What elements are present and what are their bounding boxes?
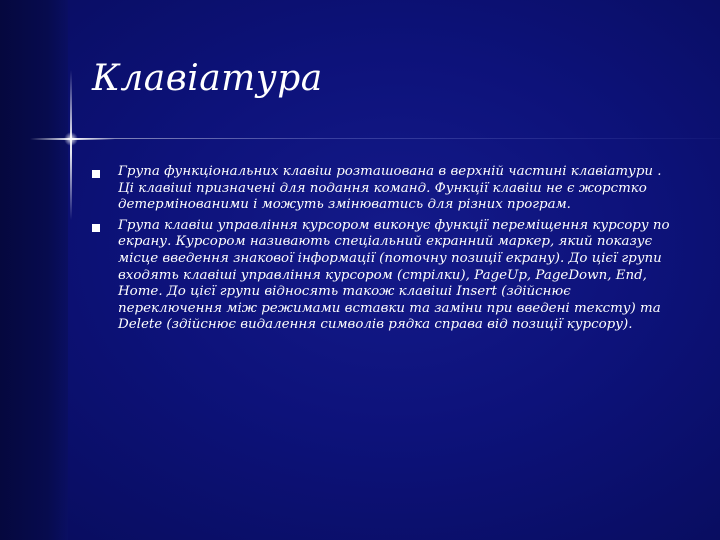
slide-title: Клавіатура [92,58,323,99]
bullet-item [90,164,670,214]
sparkle-star-icon [64,132,78,146]
title-divider-line [68,138,720,139]
bullet-text: Група клавіш управління курсором виконує функції переміщення курсору по екрану. Курсором називають спеціальний екранний маркер, який показує місце введення знакової інформації (поточну позиції екрану). До цієї групи входять клавіші управління курсором (стрілки), PageUp, PageDown, End, Home. До цієї групи відносять також клавіші Insert (здійснює переключення між режимами вставки та заміни при введені тексту) та Delete (здійснює видалення символів рядка справа від позиції курсору). [118,217,670,333]
square-bullet-icon [92,170,100,178]
square-bullet-icon [92,224,100,232]
left-decorative-band [0,0,68,540]
bullet-text: Група функціональних клавіш розташована в верхній частині клавіатури . Ці клавіші призначені для подання команд. Функції клавіш не є жорстко детермінованими і можуть змінюватись для різних програм. [118,164,662,213]
bullet-list [90,164,670,338]
bullet-item [90,218,670,334]
